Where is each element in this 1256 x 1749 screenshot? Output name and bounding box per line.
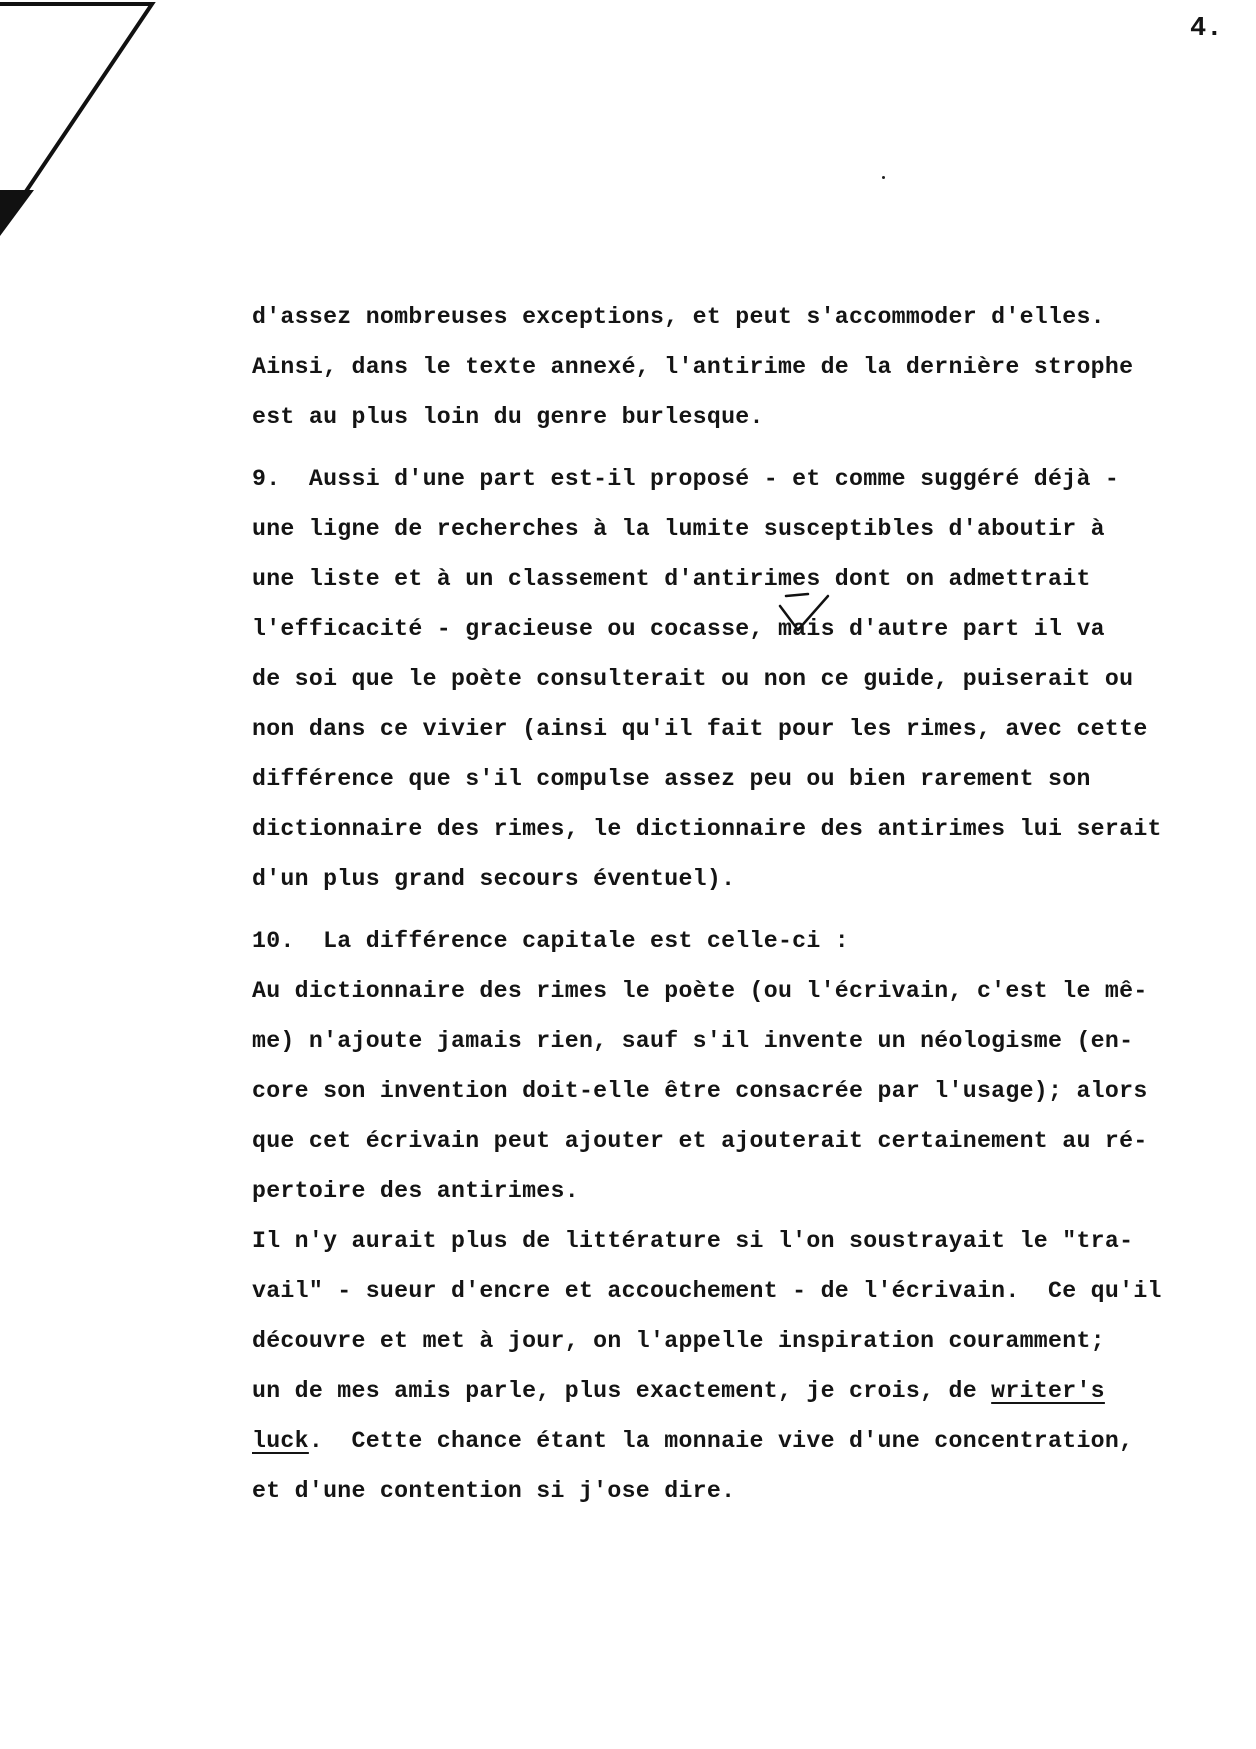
corner-mark-icon (0, 0, 180, 240)
text-line: une liste et à un classement d'antirimes dont on admettrait (252, 566, 1091, 592)
paragraph (252, 916, 1252, 1516)
text-line: une ligne de recherches à la lumite susceptibles d'aboutir à (252, 516, 1105, 542)
text-line: Il n'y aurait plus de littérature si l'on soustrayait le "tra- (252, 1228, 1134, 1254)
text-line: et d'une contention si j'ose dire. (252, 1478, 736, 1504)
text-line: d'un plus grand secours éventuel). (252, 866, 736, 892)
page-number: 4. (1190, 14, 1223, 44)
text-line: non dans ce vivier (ainsi qu'il fait pour les rimes, avec cette (252, 716, 1148, 742)
paragraph (252, 454, 1252, 904)
text-fragment: un de mes amis parle, plus exactement, je crois, de (252, 1378, 992, 1404)
text-line (252, 1416, 1252, 1466)
underlined-phrase: writer's (991, 1378, 1105, 1404)
underlined-phrase: luck (252, 1428, 309, 1454)
text-fragment: . Cette chance étant la monnaie vive d'une concentration, (308, 1428, 1134, 1454)
text-line: pertoire des antirimes. (252, 1178, 579, 1204)
typed-text-body (252, 292, 1252, 1516)
text-line: découvre et met à jour, on l'appelle inspiration couramment; (252, 1328, 1105, 1354)
text-line: Ainsi, dans le texte annexé, l'antirime de la dernière strophe (252, 354, 1134, 380)
text-line: 9. Aussi d'une part est-il proposé - et comme suggéré déjà - (252, 466, 1120, 492)
paragraph-gap (252, 442, 1252, 454)
paragraph (252, 292, 1252, 442)
text-line (252, 1366, 1252, 1416)
stray-mark (882, 176, 885, 179)
handwritten-check-icon (778, 592, 830, 638)
text-line: que cet écrivain peut ajouter et ajouterait certainement au ré- (252, 1128, 1148, 1154)
text-line: dictionnaire des rimes, le dictionnaire des antirimes lui serait (252, 816, 1162, 842)
text-line: core son invention doit-elle être consacrée par l'usage); alors (252, 1078, 1148, 1104)
text-line: différence que s'il compulse assez peu ou bien rarement son (252, 766, 1091, 792)
text-line: de soi que le poète consulterait ou non ce guide, puiserait ou (252, 666, 1134, 692)
text-line: est au plus loin du genre burlesque. (252, 404, 764, 430)
text-line: 10. La différence capitale est celle-ci : (252, 928, 850, 954)
text-line: Au dictionnaire des rimes le poète (ou l'écrivain, c'est le mê- (252, 978, 1148, 1004)
text-line: vail" - sueur d'encre et accouchement - de l'écrivain. Ce qu'il (252, 1278, 1162, 1304)
text-line: d'assez nombreuses exceptions, et peut s'accommoder d'elles. (252, 304, 1105, 330)
text-line: l'efficacité - gracieuse ou cocasse, mais d'autre part il va (252, 616, 1105, 642)
paragraph-gap (252, 904, 1252, 916)
text-line: me) n'ajoute jamais rien, sauf s'il invente un néologisme (en- (252, 1028, 1134, 1054)
